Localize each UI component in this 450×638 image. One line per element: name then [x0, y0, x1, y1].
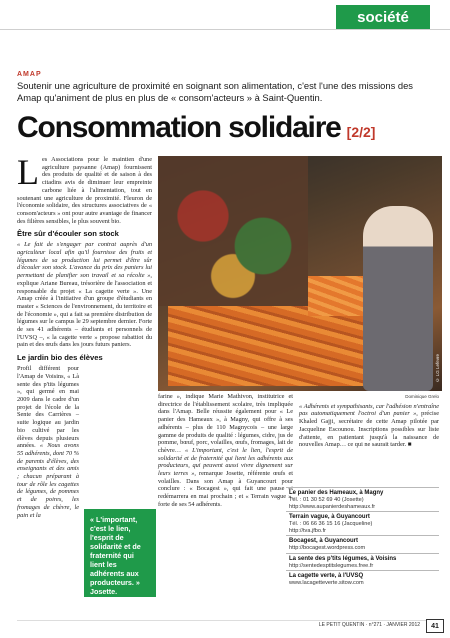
- end-mark: ■: [407, 441, 412, 449]
- info-entry-phone: Tél. : 01 30 52 69 40 (Josette): [289, 497, 364, 503]
- column-2: [158, 393, 293, 509]
- footer-divider: [17, 620, 442, 621]
- column-1: [17, 152, 152, 519]
- column-2-quote: « L'important, c'est le lien, l'esprit de solidarité et de fraternité qui lient les adhérents aux producteurs, qui peuvent aussi vivre dignement sur leurs terres »: [158, 446, 293, 478]
- page-number: 41: [426, 619, 444, 633]
- column-3-text: [299, 403, 439, 449]
- info-entry: [286, 487, 439, 511]
- paragraph-stock-text: , explique Ariane Bureau, trésorière de l'association et responsable du projet « La cagette verte ». Une Amap créée à l'initiative d'un groupe d'étudiants en master « Sciences de l'environnement, du territoire et de l'économie », qui a fait sa première distribution de légumes sur le campus le 29 septembre dernier. Forte de ses 41 adhérents – étudiants et personnels de l'UVSQ –, « la cagette verte » propose rabattiot du pain et des œufs dans les jours futurs paniers.: [17, 272, 152, 349]
- header-divider: [0, 29, 450, 30]
- column-2-para: farine », indique Marie Mathivon, institutrice et directrice de l'établissement scolaire, très impliquée dans l'Amap. Belle réussite également pour « Le panier des Hameaux », à Magny, qui offre à ses adhérents – plus de 110 Magnycois – une large gamme de produits de qualité : légumes, cidre, jus de pomme, bœuf, porc, volailles, œufs, fromages, lait de chèvre…: [158, 393, 293, 454]
- headline: [17, 111, 437, 149]
- column-2-text: [158, 393, 293, 509]
- info-entry-link[interactable]: http://www.aupanierdeshameaux.fr: [289, 503, 376, 510]
- info-entry-title: Le panier des Hameaux, à Magny: [289, 490, 384, 496]
- column-3-para: , précise Khaled Gajji, secrétaire de cette Amap pilotée par Jacqueline Escounou. Inscriptions possibles sur liste d'attente, en patientant jusqu'à la naissance de nouvelles Amap… ce qui ne saurait tarder.: [299, 410, 440, 449]
- pull-quote-author: Josette.: [90, 587, 118, 596]
- dropcap: L: [17, 152, 39, 192]
- info-entry-link[interactable]: www.lacagetteverte.sitow.com: [289, 580, 364, 586]
- info-entry: [286, 511, 439, 535]
- photo-person: [363, 206, 433, 391]
- column-3: [299, 393, 439, 449]
- info-entry: [286, 535, 439, 553]
- footer-masthead: LE PETIT QUENTIN · n°271 · JANVIER 2012: [318, 622, 420, 628]
- info-entry-link[interactable]: http://sentedesptitslegumes.free.fr: [289, 562, 374, 569]
- photo-mural: [158, 156, 308, 306]
- kicker: AMAP: [17, 71, 42, 78]
- pull-quote-text: « L'important, c'est le lien, l'esprit de solidarité et de fraternité qui lient les adhérents aux producteurs. »: [90, 515, 141, 587]
- headline-part: [2/2]: [346, 124, 376, 140]
- photo-carrot-crate: [168, 306, 368, 386]
- info-entry-phone: Tél. : 06 66 36 15 16 (Jacqueline): [289, 521, 373, 527]
- info-entry-link[interactable]: http://bocagest.wordpress.com: [289, 545, 366, 551]
- subhead-stock: Être sûr d'écouler son stock: [17, 229, 119, 239]
- info-entry-link[interactable]: http://tva.jfbo.fr: [289, 527, 326, 534]
- paragraph-jardin: [17, 365, 79, 519]
- info-entry: [286, 553, 439, 571]
- photo-credit-vertical: © LG Lefevre: [435, 354, 440, 383]
- article-photo: [158, 156, 442, 391]
- headline-text: Consommation solidaire: [17, 111, 341, 144]
- info-entry-title: Bocagest, à Guyancourt: [289, 538, 359, 544]
- info-entry: [286, 570, 439, 588]
- photo-credit: Dominique Grelo: [405, 394, 439, 399]
- info-entry-title: La cagette verte, à l'UVSQ: [289, 573, 364, 579]
- section-rubric: société: [336, 5, 430, 29]
- subhead-jardin: Le jardin bio des élèves: [17, 353, 103, 363]
- paragraph-jardin-text: Profil différent pour l'Amap de Voisins, « Là sente des p'tits légumes », qui germé en mai 2009 dans le cadre d'un projet de l'école de la Sente des Carrières – suite logique au jardin bio cultivé par les élèves depuis plusieurs années.: [17, 365, 79, 450]
- column-2-para-2: , remarque Josette, référente œufs et volailles. Dans son Amap à Guyancourt pour conclure : « Bocagest », qui fait une pause et redémarrera en mai prochain ; et « Terrain vague », forte de ses 54 adhérents.: [158, 470, 293, 508]
- info-box: [286, 487, 439, 588]
- intro-paragraph: es Associations pour le maintien d'une agriculture paysanne (Amap) fournissent des produits de qualité et de saison à des citadins avis de diminuer leur empreinte carbone liée à l'alimentation, tout en soutenant une agriculture de proximité. Fleuron de l'économie solidaire, des structures associatives de « consom'acteurs » ont pour autre avantage de financer des filières sensibles, le plus souvent bio.: [17, 156, 152, 225]
- info-entry-title: Terrain vague, à Guyancourt: [289, 514, 370, 520]
- lede: Soutenir une agriculture de proximité en soignant son alimentation, c'est l'une des missions des Amap qu'animent de plus en plus de « consom'acteurs » à Saint-Quentin.: [17, 80, 413, 103]
- column-3-quote: « Adhérents et sympathisants, car l'adhésion n'entraîne pas automatiquement l'octroi d'un panier »: [299, 402, 439, 418]
- paragraph-stock-quote: « Le fait de s'engager par contrat auprès d'un agriculteur local afin qu'il fournisse des fruits et légumes de sa production lui permet d'être sûr d'écouler son stock. L'avance du prix des paniers lui permettant de planifier son travail et sa récolte »: [17, 241, 152, 280]
- info-entry-title: La sente des p'tits légumes, à Voisins: [289, 555, 397, 562]
- paragraph-jardin-quote: « Nous avons 55 adhérents, dont 70 % de parents d'élèves, des enseignants et des amis ; chacun préparant à tour de rôle les cagettes de légumes, de pommes et de poires, les fromages de chèvre, le pain et la: [17, 442, 80, 519]
- pull-quote: [84, 509, 156, 597]
- paragraph-stock: [17, 241, 152, 349]
